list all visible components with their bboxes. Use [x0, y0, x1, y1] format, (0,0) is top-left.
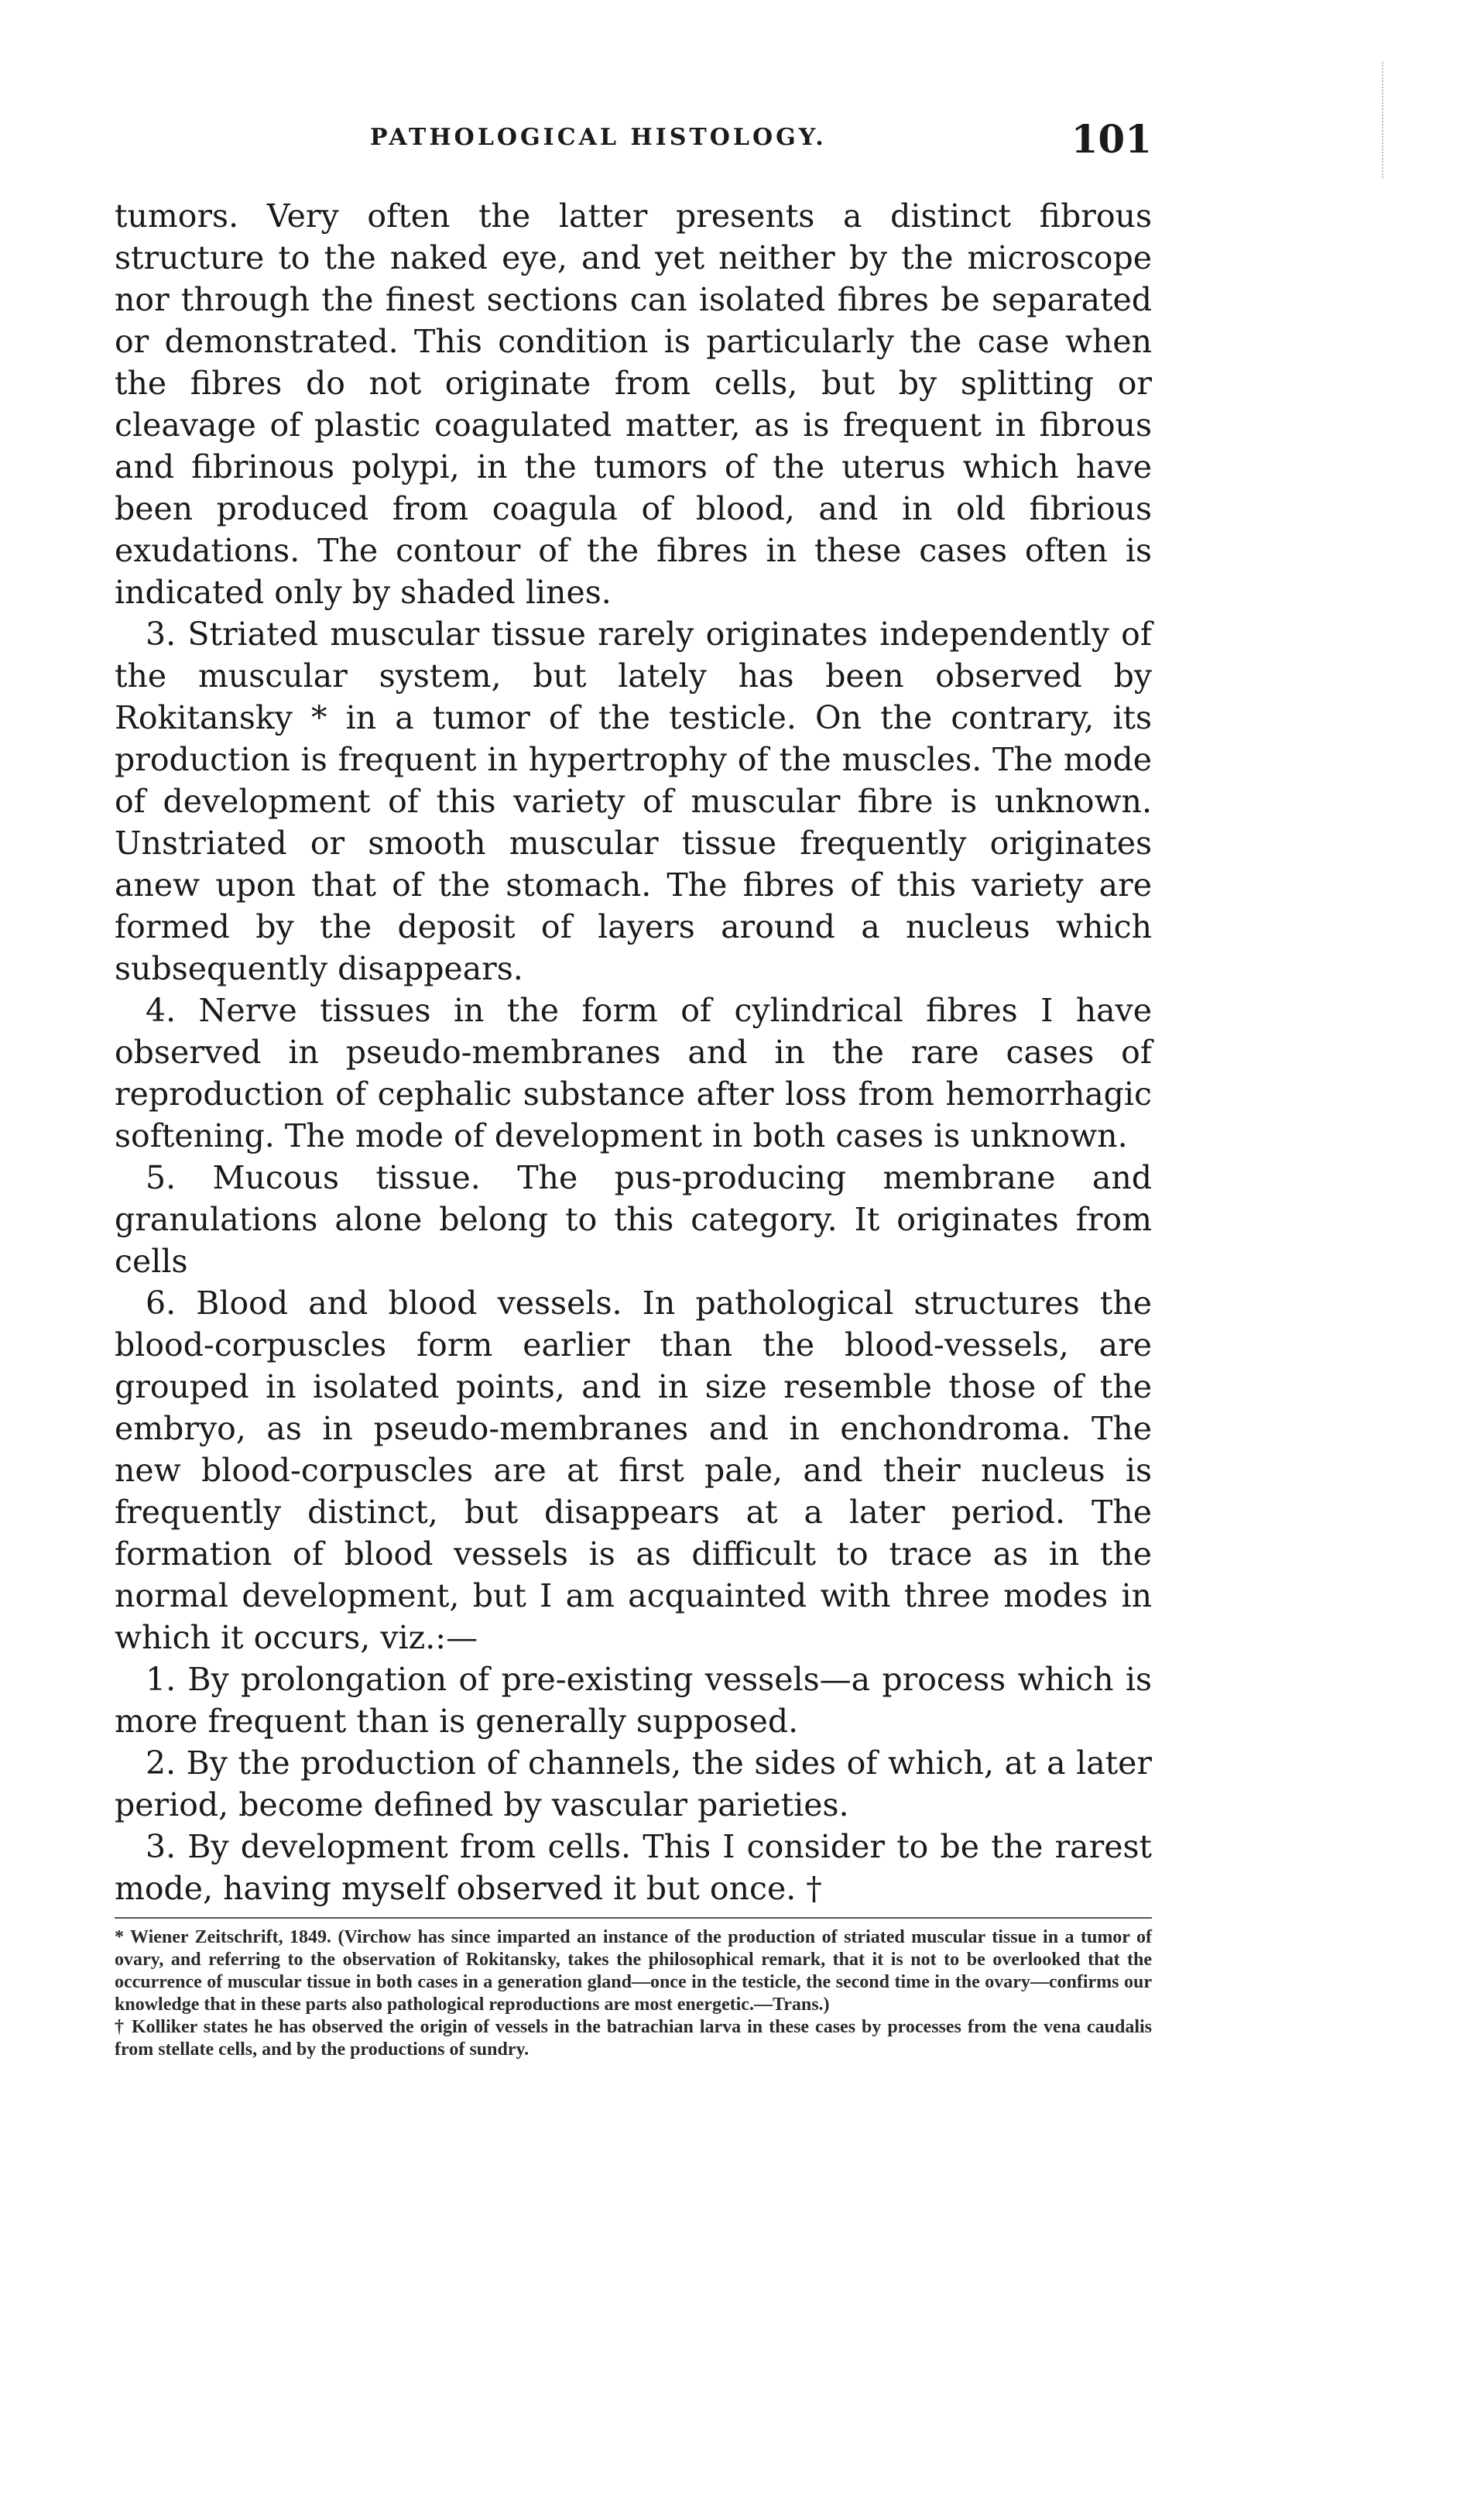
running-title: PATHOLOGICAL HISTOLOGY. — [370, 124, 827, 151]
page-number: 101 — [1071, 116, 1152, 162]
paragraph-continuation: tumors. Very often the latter presents a distinct fibrous structure to the naked eye, and yet neither by the microscope nor through the finest sections can isolated fibres be separated or demonstrated. This condition is particularly the case when the fibres do not originate from cells, but by splitting or cleavage of plastic coagulated matter, as is frequent in fibrous and fibrinous polypi, in the tumors of the uterus which have been produced from coagula of blood, and in old fibrious exudations. The contour of the fibres in these cases often is indicated only by shaded lines. — [115, 197, 1152, 611]
body-text — [115, 195, 1152, 1909]
footnote-2: † Kolliker states he has observed the origin of vessels in the batrachian larva in these cases by processes from the vena caudalis from stellate cells, and by the productions of sundry. — [115, 2017, 1152, 2060]
running-head — [115, 116, 1152, 178]
paragraph-nerve-tissue: 4. Nerve tissues in the form of cylindrical fibres I have observed in pseudo-membranes and in the rare cases of reproduction of cephalic substance after loss from hemorrhagic softening. The mode of development in both cases is unknown. — [115, 992, 1152, 1154]
paragraph-mucous-tissue: 5. Mucous tissue. The pus-producing membrane and granulations alone belong to this category. It originates from cells — [115, 1159, 1152, 1280]
paragraph-striated-muscle: 3. Striated muscular tissue rarely originates independently of the muscular system, but lately has been observed by Rokitansky * in a tumor of the testicle. On the contrary, its production is frequent in hypertrophy of the muscles. The mode of development of this variety of muscular fibre is unknown. Unstriated or smooth muscular tissue frequently originates anew upon that of the stomach. The fibres of this variety are formed by the deposit of layers around a nucleus which subsequently disappears. — [115, 616, 1152, 987]
book-page — [115, 116, 1152, 2061]
margin-mark — [1382, 62, 1385, 178]
footnote-rule — [115, 1917, 1152, 1919]
list-item-cells: 3. By development from cells. This I consider to be the rarest mode, having myself observed it but once. † — [115, 1828, 1152, 1907]
list-item-prolongation: 1. By prolongation of pre-existing vessels—a process which is more frequent than is generally supposed. — [115, 1661, 1152, 1740]
footnote-1: * Wiener Zeitschrift, 1849. (Virchow has since imparted an instance of the production of striated muscular tissue in a tumor of ovary, and referring to the observation of Rokitansky, takes the philosophical remark, that it is not to be overlooked that the occurrence of muscular tissue in both cases in a generation gland—once in the testicle, the second time in the ovary—confirms our knowledge that in these parts also pathological reproductions are most energetic.—Trans.) — [115, 1927, 1152, 2015]
footnotes — [115, 1926, 1152, 2061]
paragraph-blood-vessels: 6. Blood and blood vessels. In pathological structures the blood-corpuscles form earlier than the blood-vessels, are grouped in isolated points, and in size resemble those of the embryo, as in pseudo-membranes and in enchondroma. The new blood-corpuscles are at first pale, and their nucleus is frequently distinct, but disappears at a later period. The formation of blood vessels is as difficult to trace as in the normal development, but I am acquainted with three modes in which it occurs, viz.:— — [115, 1285, 1152, 1656]
list-item-channels: 2. By the production of channels, the sides of which, at a later period, become defined by vascular parieties. — [115, 1744, 1152, 1823]
